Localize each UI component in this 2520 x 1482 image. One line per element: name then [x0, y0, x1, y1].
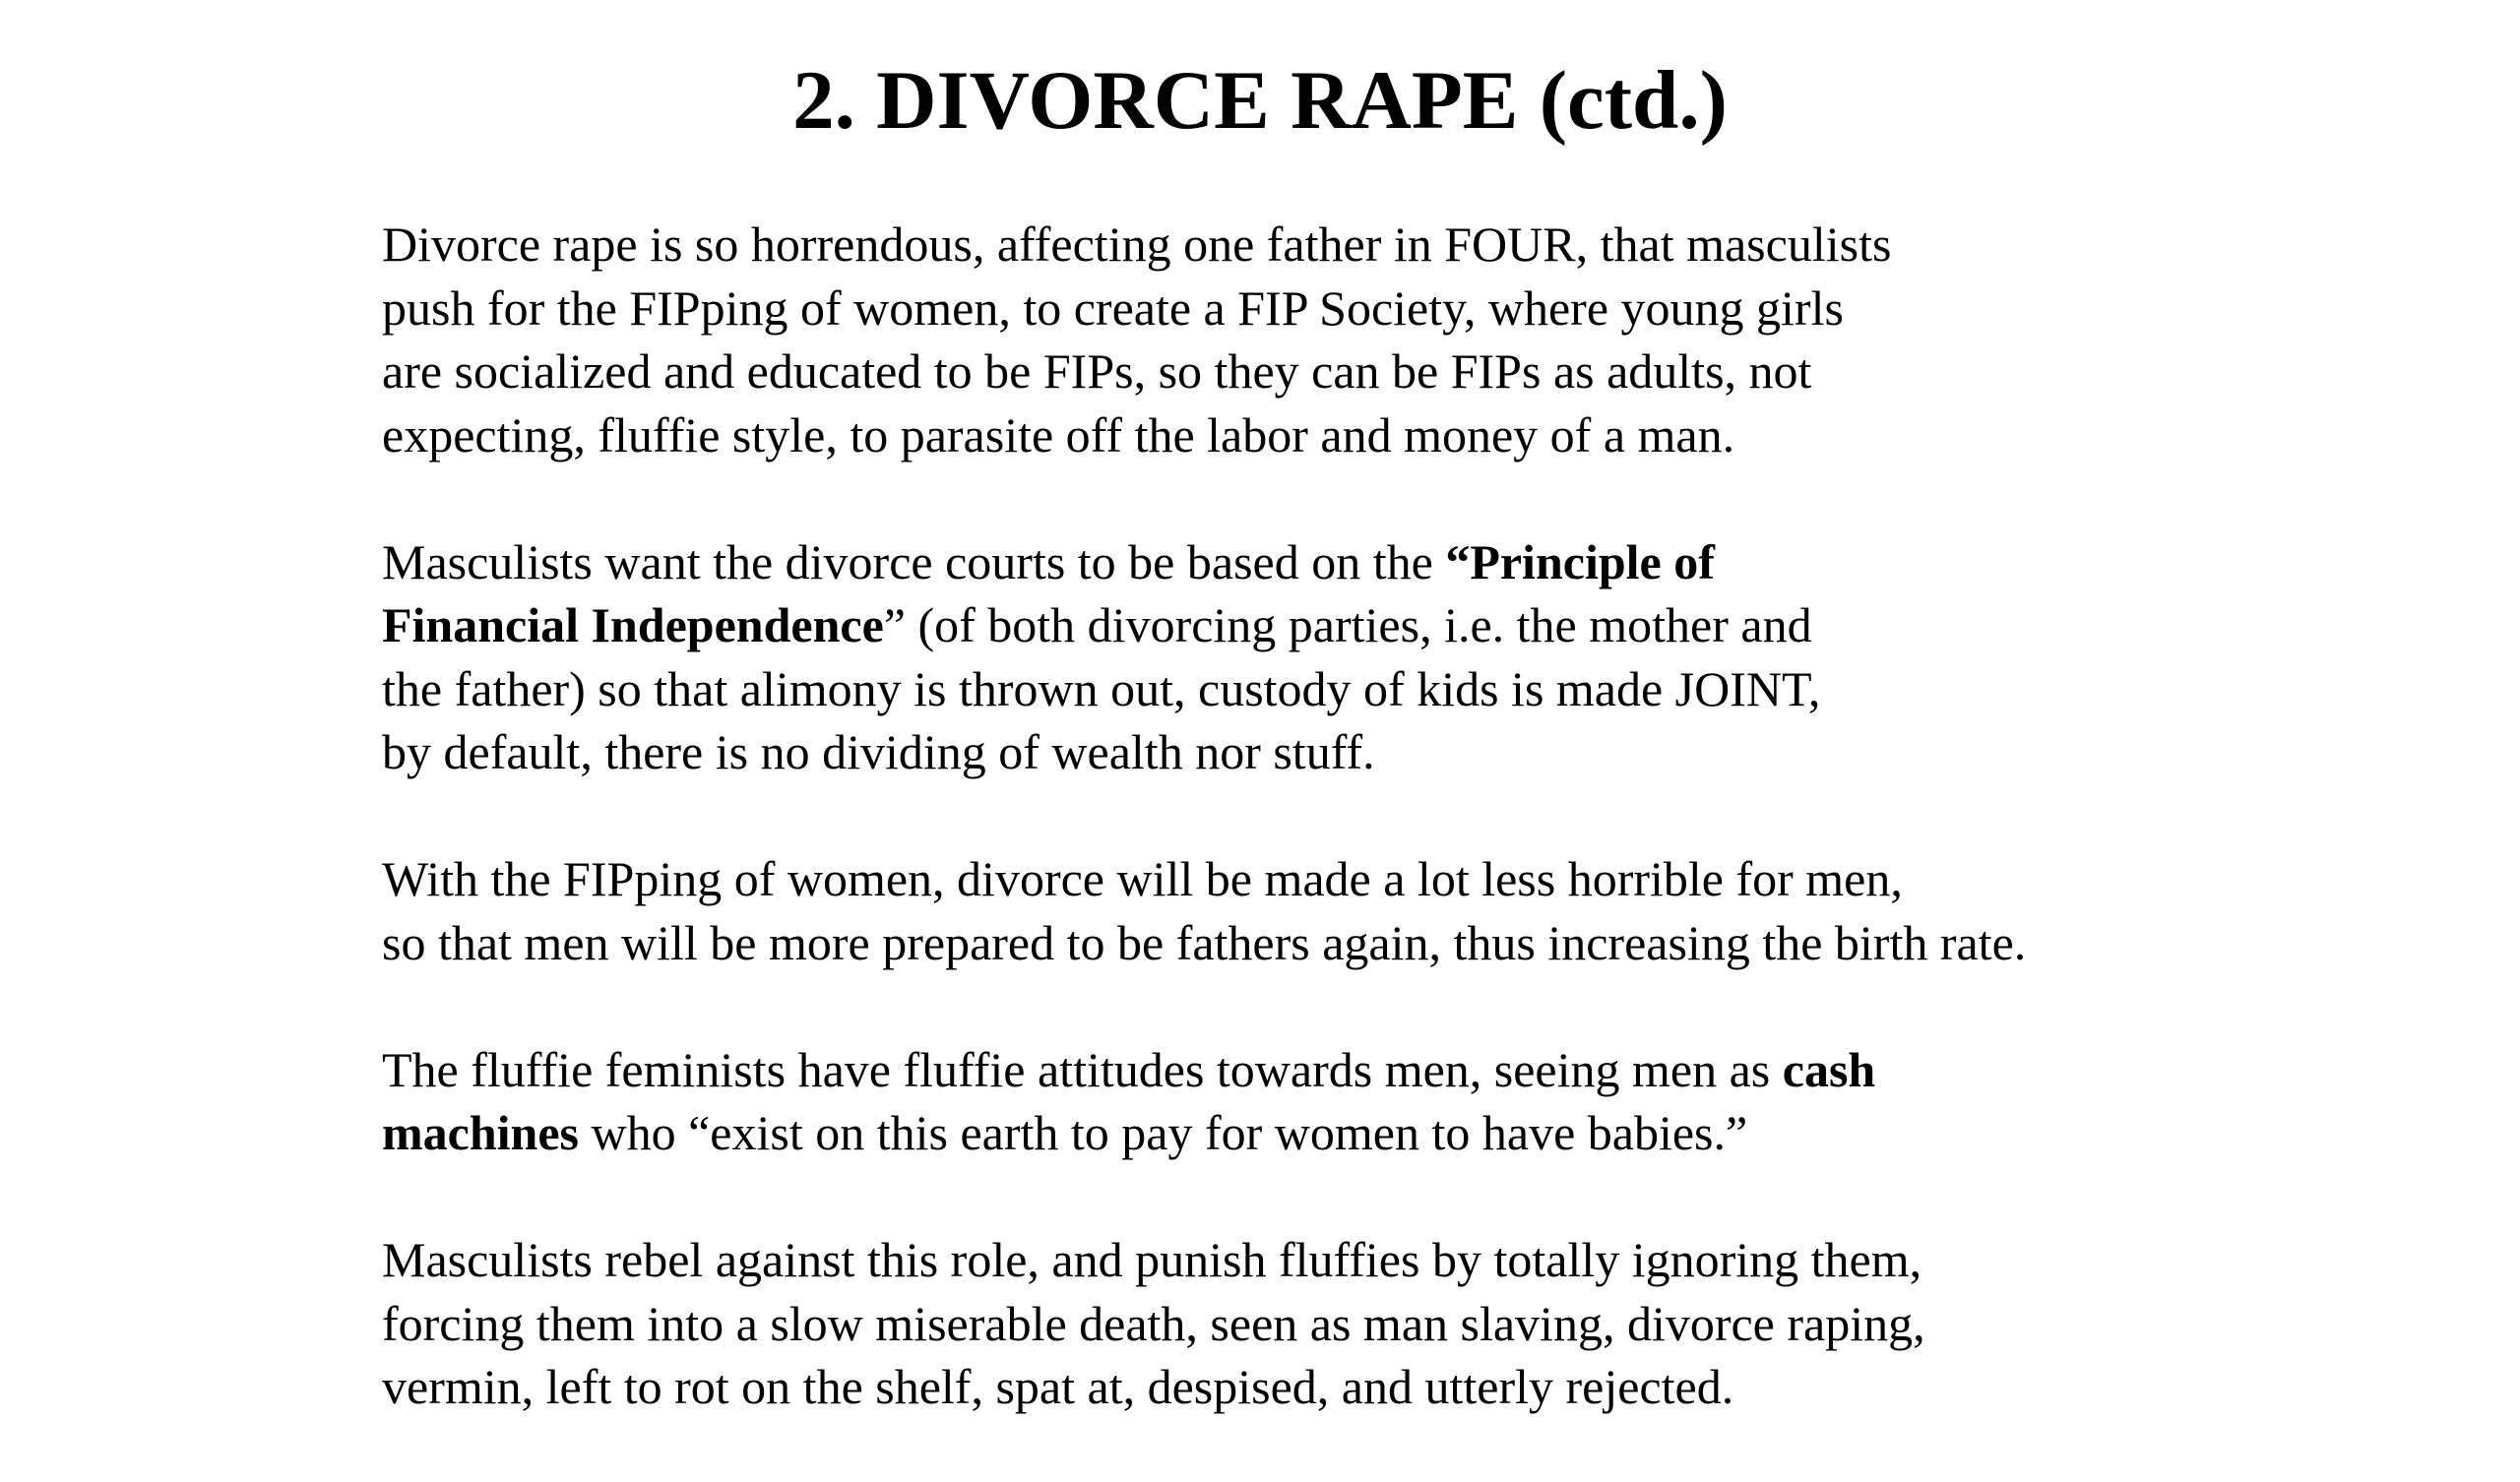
text-line: forcing them into a slow miserable death, seen as man slaving, divorce raping,	[382, 1295, 1925, 1351]
paragraph-4	[382, 1038, 2469, 1165]
text-line: push for the FIPping of women, to create a FIP Society, where young girls	[382, 279, 1844, 336]
text-line: vermin, left to rot on the shelf, spat at, despised, and utterly rejected.	[382, 1359, 1734, 1414]
paragraph-5	[382, 1228, 2469, 1419]
page-title: 2. DIVORCE RAPE (ctd.)	[792, 54, 1728, 147]
text-line	[382, 593, 2469, 657]
text-line	[382, 1101, 2469, 1165]
text-line: the father) so that alimony is thrown out, custody of kids is made JOINT,	[382, 660, 1821, 716]
text-line: by default, there is no dividing of wealth nor stuff.	[382, 724, 1375, 779]
text-line: With the FIPping of women, divorce will be made a lot less horrible for men,	[382, 851, 1903, 906]
bold-term: machines	[382, 1105, 579, 1160]
text-line: Divorce rape is so horrendous, affecting one father in FOUR, that masculists	[382, 216, 1892, 272]
text-line	[382, 530, 2469, 594]
paragraph-3	[382, 847, 2469, 974]
text-line: Masculists rebel against this role, and punish fluffies by totally ignoring them,	[382, 1232, 1922, 1287]
text-run: who “exist on this earth to pay for women to have babies.”	[579, 1105, 1748, 1160]
text-run: ” (of both divorcing parties, i.e. the mother and	[883, 597, 1812, 652]
bold-term: “Principle of	[1445, 533, 1715, 589]
text-run: Masculists want the divorce courts to be based on the	[382, 533, 1446, 589]
bold-term: cash	[1782, 1041, 1876, 1097]
paragraph-1	[382, 213, 2469, 466]
paragraph-2	[382, 530, 2469, 784]
text-line	[382, 1038, 2469, 1102]
body-text	[382, 213, 2469, 1482]
text-run: The fluffie feminists have fluffie attitudes towards men, seeing men as	[382, 1041, 1783, 1097]
bold-term: Financial Independence	[382, 597, 884, 652]
text-line: expecting, fluffie style, to parasite off the labor and money of a man.	[382, 406, 1735, 463]
text-line: are socialized and educated to be FIPs, so they can be FIPs as adults, not	[382, 343, 1812, 399]
text-line: so that men will be more prepared to be fathers again, thus increasing the birth rate.	[382, 914, 2027, 970]
